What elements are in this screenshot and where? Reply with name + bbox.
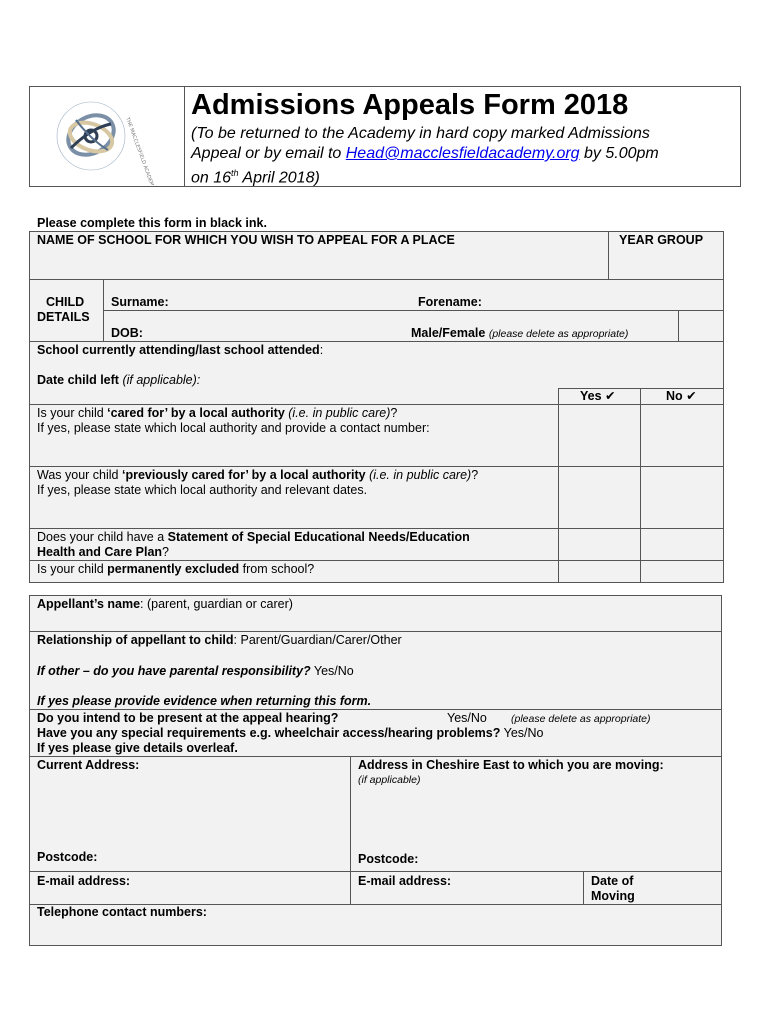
sen-question-line-2	[37, 545, 169, 560]
parental-responsibility	[37, 664, 354, 679]
cared-pre: Is your child	[37, 406, 108, 420]
logo-emblem-icon	[36, 88, 176, 185]
subtitle-line-3-post: April 2018)	[238, 169, 320, 187]
parental-responsibility-bold: If other – do you have parental responsibility?	[37, 664, 311, 678]
gender-options[interactable]: Male/Female	[411, 326, 486, 340]
subtitle-line-1: (To be returned to the Academy in hard copy marked Admissions	[191, 125, 650, 142]
date-moving-label-2: Moving	[591, 889, 635, 903]
dob-label: DOB:	[111, 326, 143, 340]
requirements-bottom	[29, 756, 722, 757]
current-address-label: Current Address:	[37, 758, 140, 772]
gender-note: (please delete as appropriate)	[488, 328, 629, 340]
q2-bottom	[29, 528, 724, 529]
postcode-bottom	[29, 871, 722, 872]
date-moving-label-1: Date of	[591, 874, 634, 888]
cared-post: ?	[390, 406, 398, 420]
subtitle-line-2-post: by 5.00pm	[579, 145, 659, 162]
child-row-mid	[103, 310, 724, 311]
special-requirements-question	[37, 726, 543, 741]
sen-bold-1: Statement of Special Educational Needs/Education	[167, 530, 470, 544]
subtitle-sup: th	[231, 168, 239, 178]
forename-label: Forename:	[418, 295, 482, 309]
excluded-yes-cell[interactable]	[560, 561, 639, 581]
date-moving-divider	[583, 871, 584, 904]
sen-yes-cell[interactable]	[560, 530, 639, 558]
subtitle-line-2-pre: Appeal or by email to	[191, 145, 346, 162]
cheshire-address-field[interactable]	[352, 788, 720, 844]
subtitle-line-3-pre: on 16	[191, 169, 232, 187]
address-divider	[350, 756, 351, 904]
excluded-no-cell[interactable]	[642, 561, 722, 581]
yes-column-left	[558, 388, 559, 583]
header-divider	[184, 86, 185, 187]
subtitle-line-3	[191, 164, 320, 187]
excl-post: from school?	[239, 562, 315, 576]
email-link[interactable]: Head@macclesfieldacademy.org	[345, 145, 580, 162]
cared-for-yes-cell[interactable]	[560, 406, 639, 465]
appellant-name-field[interactable]	[31, 612, 720, 629]
excl-bold: permanently excluded	[107, 562, 240, 576]
excl-pre: Is your child	[37, 562, 108, 576]
telephone-field[interactable]	[31, 921, 720, 944]
q1-bottom	[29, 466, 724, 467]
child-label-2: DETAILS	[37, 310, 90, 324]
instructions: Please complete this form in black ink.	[37, 216, 267, 230]
surname-label: Surname:	[111, 295, 169, 309]
date-left-note: (if applicable):	[122, 373, 201, 387]
prev-pre: Was your child	[37, 468, 122, 482]
sen-pre: Does your child have a	[37, 530, 168, 544]
postcode-left-label: Postcode:	[37, 850, 98, 864]
yesno-header-bottom	[29, 404, 724, 405]
previously-cared-yes-cell[interactable]	[560, 468, 639, 527]
relationship-bottom	[29, 709, 722, 710]
sen-no-cell[interactable]	[642, 530, 722, 558]
attend-hearing-yesno[interactable]: Yes/No	[447, 711, 487, 725]
parental-responsibility-yesno[interactable]: Yes/No	[310, 664, 354, 678]
svg-text:THE MACCLESFIELD ACADEMY: THE MACCLESFIELD ACADEMY	[124, 116, 156, 185]
postcode-right-label: Postcode:	[358, 852, 419, 866]
appellant-name-bottom	[29, 631, 722, 632]
year-group-label: YEAR GROUP	[619, 233, 704, 247]
attend-hearing-note: (please delete as appropriate)	[511, 713, 651, 725]
overleaf-note: If yes please give details overleaf.	[37, 741, 238, 755]
appellant-name-bold: Appellant’s name	[37, 597, 141, 611]
relationship-bold: Relationship of appellant to child	[37, 633, 234, 647]
prev-italic: (i.e. in public care)	[365, 468, 472, 482]
prev-bold: ‘previously cared for’ by a local authority	[121, 468, 366, 482]
telephone-label: Telephone contact numbers:	[37, 905, 207, 919]
year-group-divider	[608, 231, 609, 279]
school-attending-colon: :	[319, 343, 324, 357]
cared-for-question	[37, 406, 397, 421]
previously-cared-followup: If yes, please state which local authority and relevant dates.	[37, 483, 368, 497]
appellant-name-rest: : (parent, guardian or carer)	[140, 597, 293, 611]
cared-for-followup: If yes, please state which local authority and provide a contact number:	[37, 421, 430, 435]
excluded-question	[37, 562, 314, 577]
child-label-1: CHILD	[46, 295, 85, 309]
year-group-field[interactable]	[610, 250, 722, 277]
cheshire-address-label: Address in Cheshire East to which you are moving:	[358, 758, 664, 772]
sen-bold-2: Health and Care Plan	[37, 545, 163, 559]
attend-hearing-question: Do you intend to be present at the appeal hearing?	[37, 711, 339, 725]
cared-italic: (i.e. in public care)	[284, 406, 391, 420]
school-name-field[interactable]	[31, 250, 606, 277]
school-attending-text: School currently attending/last school attended	[37, 343, 320, 357]
school-attending-label	[37, 343, 323, 358]
sen-question-line-1	[37, 530, 470, 545]
email-right-label: E-mail address:	[358, 874, 452, 888]
child-row-bottom	[29, 341, 724, 342]
relationship-rest: : Parent/Guardian/Carer/Other	[233, 633, 402, 647]
if-applicable-note: (if applicable)	[358, 774, 421, 786]
yes-header: Yes ✔	[580, 389, 616, 403]
school-label: NAME OF SCHOOL FOR WHICH YOU WISH TO APPEAL FOR A PLACE	[37, 233, 455, 247]
relationship-label	[37, 633, 402, 648]
school-row-bottom	[29, 279, 724, 280]
cared-for-no-cell[interactable]	[642, 406, 722, 465]
subtitle-line-2	[191, 144, 659, 163]
email-left-label: E-mail address:	[37, 874, 131, 888]
no-header: No ✔	[666, 389, 697, 403]
prev-post: ?	[471, 468, 479, 482]
gender-label	[411, 326, 628, 342]
current-address-field[interactable]	[31, 774, 348, 844]
date-left-text: Date child left	[37, 373, 119, 387]
special-requirements-bold: Have you any special requirements e.g. wheelchair access/hearing problems?	[37, 726, 501, 740]
appellant-name-label	[37, 597, 293, 612]
sen-post: ?	[162, 545, 169, 559]
form-title: Admissions Appeals Form 2018	[191, 89, 629, 121]
evidence-note: If yes please provide evidence when returning this form.	[37, 694, 372, 708]
previously-cared-no-cell[interactable]	[642, 468, 722, 527]
special-requirements-yesno[interactable]: Yes/No	[500, 726, 544, 740]
gender-divider	[678, 310, 679, 341]
academy-logo	[36, 88, 176, 185]
yes-column-right	[640, 388, 641, 583]
cared-bold: ‘cared for’ by a local authority	[107, 406, 285, 420]
date-left-label	[37, 373, 200, 388]
previously-cared-question	[37, 468, 478, 483]
